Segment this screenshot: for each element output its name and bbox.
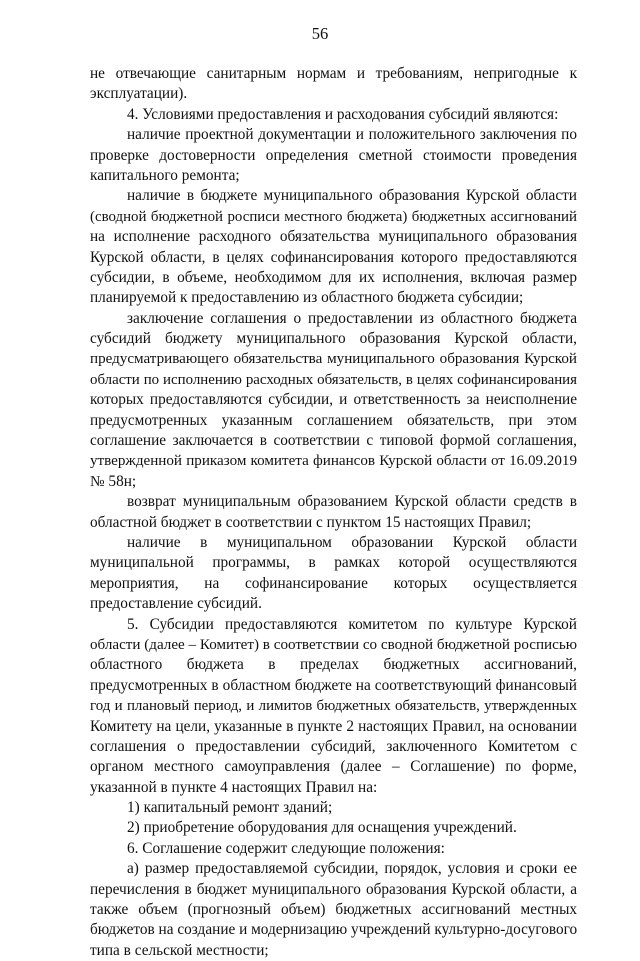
text-line: соглашения о предоставлении субсидий, заключенного Комитетом с — [90, 737, 577, 755]
text-line: типа в сельской местности; — [90, 941, 269, 959]
text-line: области (далее – Комитет) в соответствии со сводной бюджетной росписью — [90, 636, 577, 653]
text-line: предусмотренных указанным соглашением обязательств, при этом — [90, 411, 577, 429]
text-line: муниципальной программы, в рамках которой осуществляются — [90, 554, 577, 572]
text-line: а) размер предоставляемой субсидии, порядок, условия и сроки ее — [127, 860, 577, 878]
text-line: мероприятия, на софинансирование которых осуществляется — [90, 574, 577, 592]
text-line: области по исполнению расходных обязательств, в целях софинансирования — [90, 371, 577, 388]
text-line: Комитету на цели, указанные в пункте 2 настоящих Правил, на основании — [90, 717, 577, 735]
text-line: областной бюджет в соответствии с пунктом 15 настоящих Правил; — [90, 513, 532, 531]
text-line: на исполнение расходного обязательства муниципального образования — [90, 228, 577, 246]
text-line: заключение соглашения о предоставлении из областного бюджета — [127, 309, 577, 327]
text-line: субсидии, в объеме, необходимом для их исполнения, включая размер — [90, 268, 577, 286]
text-line: 2) приобретение оборудования для оснащения учреждений. — [127, 819, 517, 837]
text-line: не отвечающие санитарным нормам и требованиям, непригодные к — [90, 65, 577, 82]
text-line: также объем (прогнозный объем) бюджетных ассигнований местных — [90, 901, 577, 919]
text-line: соглашение заключается в соответствии с типовой формой соглашения, — [90, 432, 577, 450]
document-body — [90, 64, 577, 961]
text-line: эксплуатации). — [90, 85, 188, 103]
text-line: возврат муниципальным образованием Курской области средств в — [127, 493, 577, 511]
text-line: субсидий бюджету муниципального образования Курской области, — [90, 330, 577, 348]
text-line: утвержденной приказом комитета финансов Курской области от 16.09.2019 — [90, 453, 577, 470]
text-line: № 58н; — [90, 472, 137, 490]
text-line: которых предоставляются субсидии, и ответственность за неисполнение — [90, 391, 577, 409]
text-line: наличие в бюджете муниципального образования Курской области — [127, 187, 577, 205]
text-line: капитального ремонта; — [90, 166, 240, 184]
text-line: предоставление субсидий. — [90, 595, 262, 613]
text-line: областного бюджета в пределах бюджетных ассигнований, — [90, 656, 577, 674]
text-line: проверке достоверности определения сметной стоимости проведения — [90, 146, 577, 164]
text-line: предусматривающего обязательства муниципального образования Курской — [90, 351, 577, 368]
text-line: предусмотренных в областном бюджете на соответствующий финансовый — [90, 676, 577, 694]
text-line: наличие в муниципальном образовании Курской области — [127, 533, 577, 551]
text-line: Курской области, в целях софинансирования которого предоставляются — [90, 248, 577, 266]
text-line: 5. Субсидии предоставляются комитетом по культуре Курской — [127, 615, 577, 633]
text-line: органом местного самоуправления (далее – Соглашение) по форме, — [90, 758, 577, 776]
page-number: 56 — [311, 24, 329, 43]
text-line: бюджетов на создание и модернизацию учреждений культурно-досугового — [90, 921, 578, 939]
text-line: 1) капитальный ремонт зданий; — [127, 799, 333, 817]
text-line: указанной в пункте 4 настоящих Правил на: — [90, 778, 378, 796]
text-line: наличие проектной документации и положительного заключения по — [127, 126, 577, 144]
text-line: перечисления в бюджет муниципального образования Курской области, а — [90, 880, 577, 898]
text-line: планируемой к предоставлению из областного бюджета субсидии; — [90, 289, 524, 307]
text-line: 4. Условиями предоставления и расходования субсидий являются: — [127, 105, 559, 123]
text-line: (сводной бюджетной росписи местного бюджета) бюджетных ассигнований — [90, 208, 577, 225]
text-line: 6. Соглашение содержит следующие положения: — [127, 839, 445, 857]
text-line: год и плановый период, и лимитов бюджетных обязательств, утвержденных — [90, 698, 577, 715]
